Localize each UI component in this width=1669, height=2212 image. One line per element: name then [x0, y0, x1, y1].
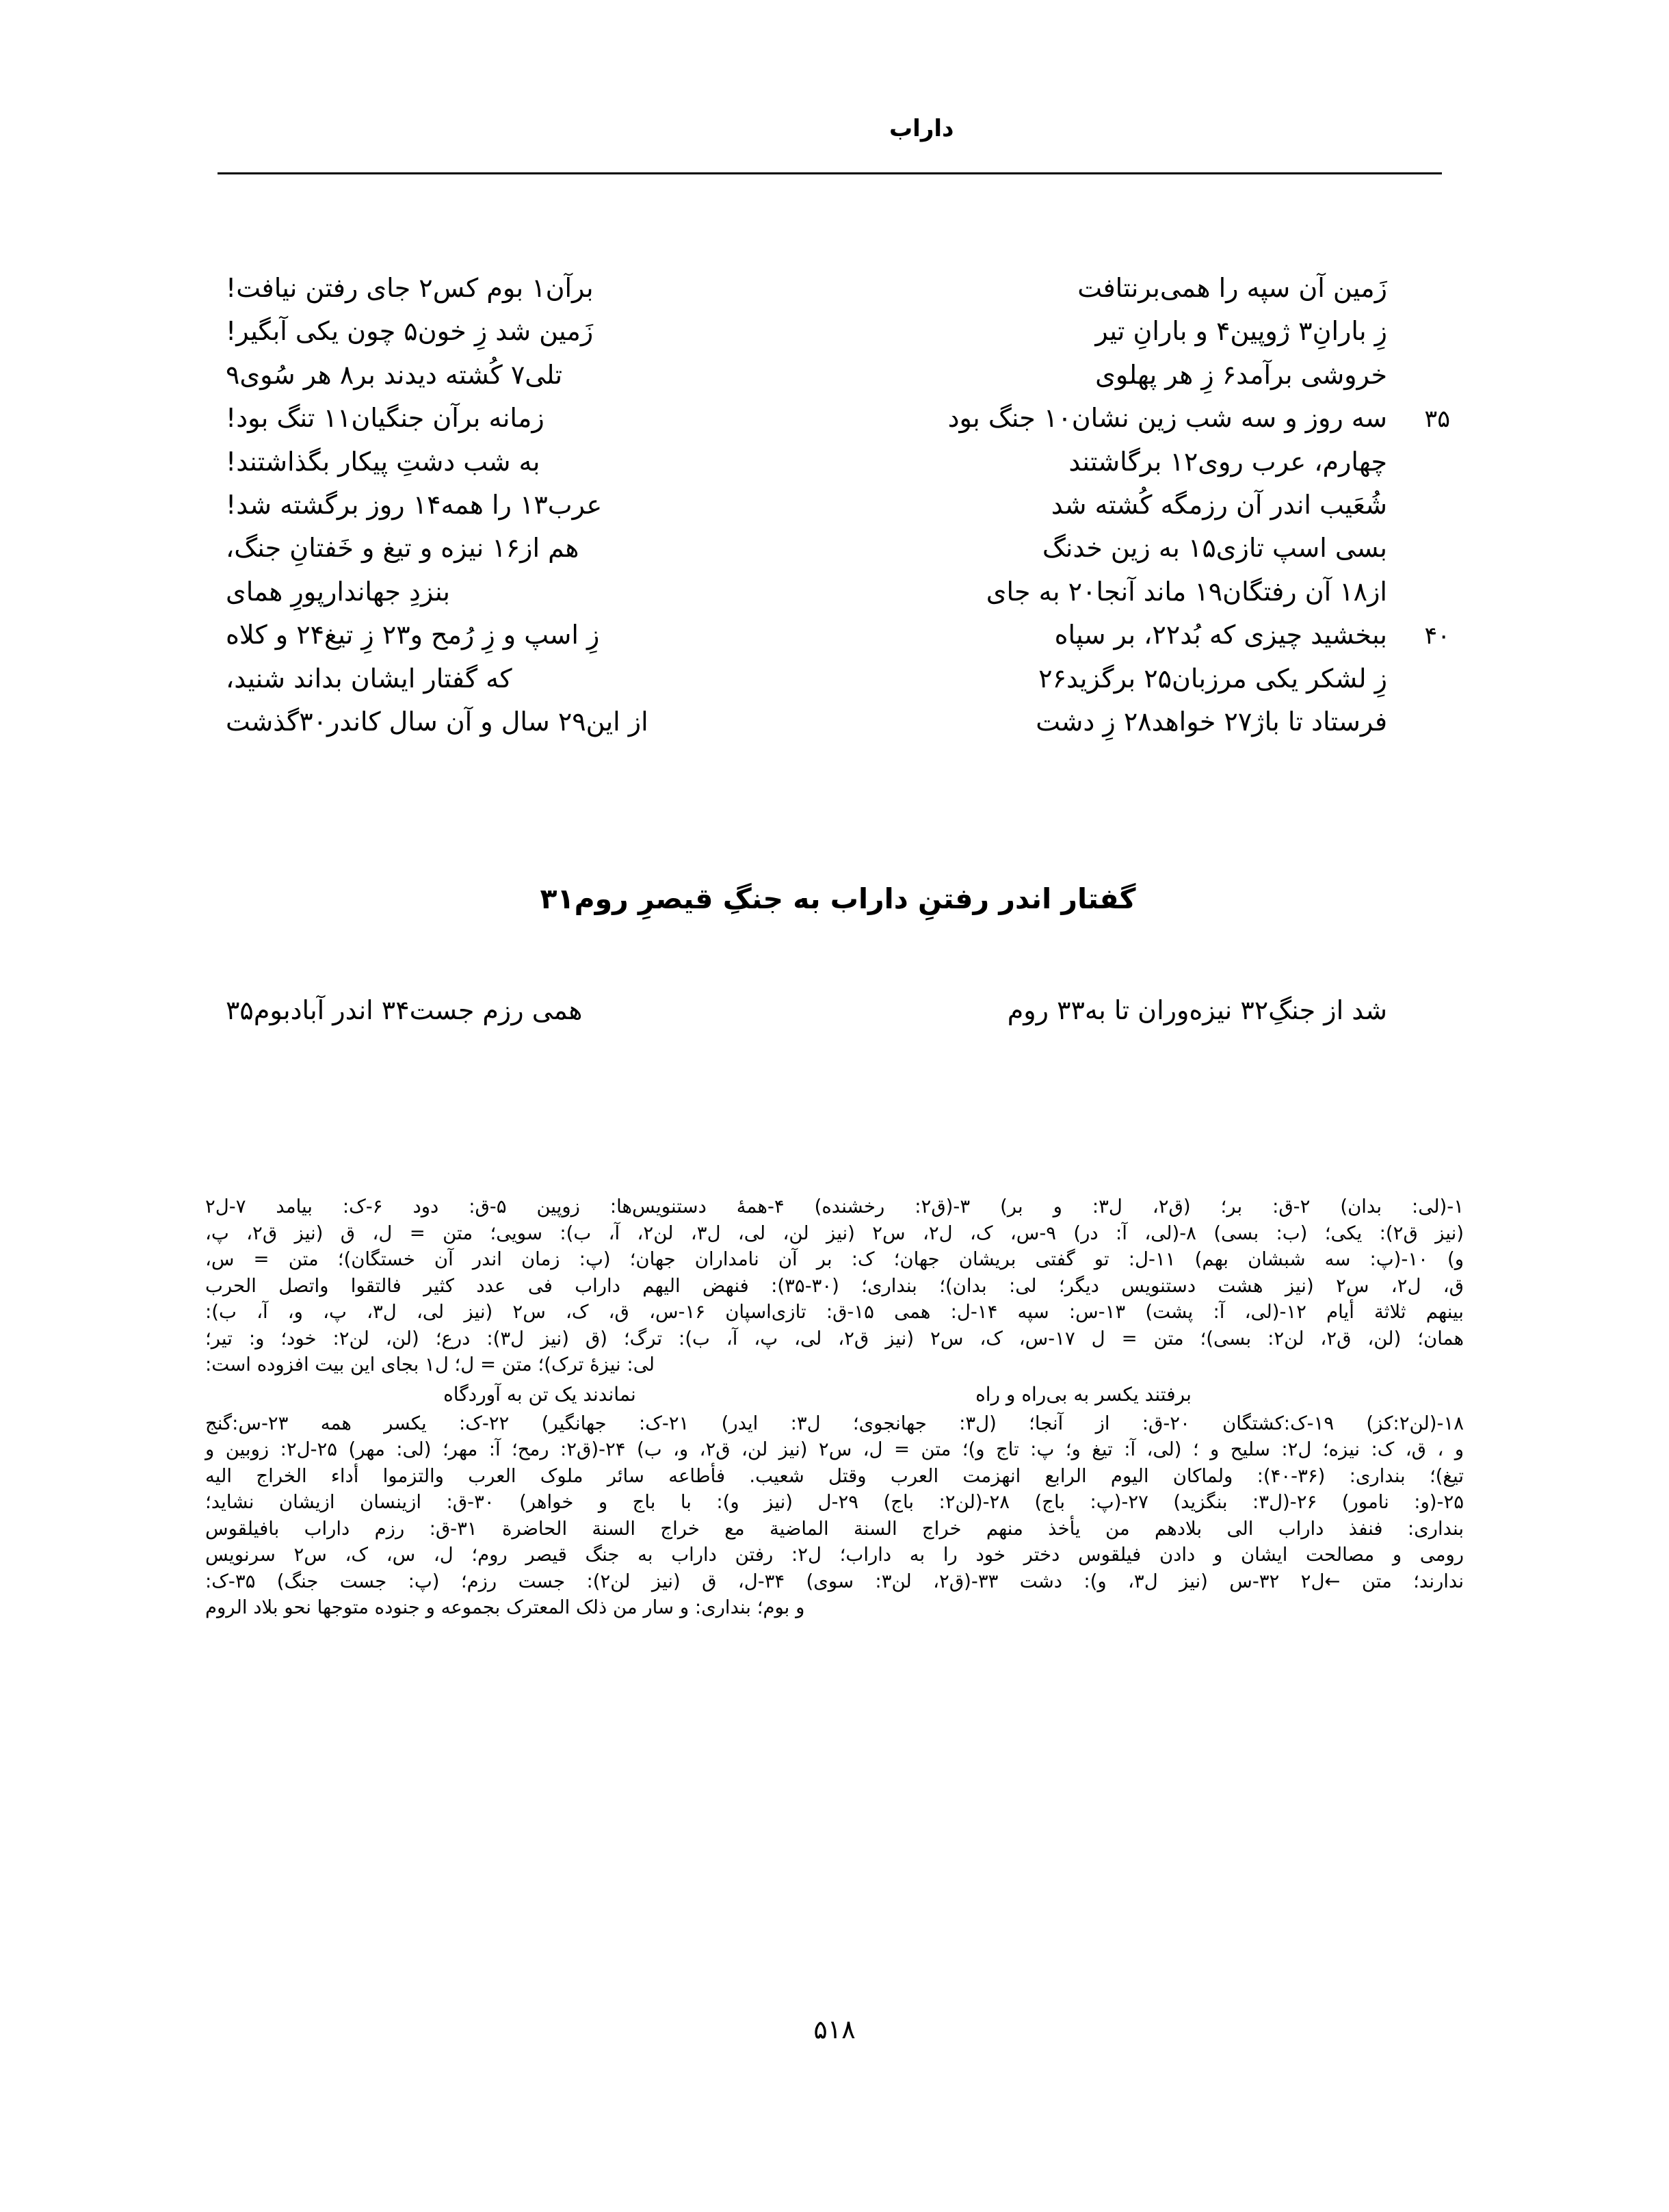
footnote-line: (نیز ق۲): یکی؛ (ب: بسی) ۸-(لی، آ: در) ۹-س، ک، ل۲، س۲ (نیز لن، لی، ل۳، لن۲، آ، ب): سویی؛ متن = ل، ق (نیز ق۲، پ،: [205, 1222, 1464, 1244]
hemistich-left: هم از۱۶ نیزه و تیغ و خَفتانِ جنگ،: [226, 533, 579, 564]
hemistich-pair: [226, 706, 1387, 737]
verse-number: [1387, 339, 1450, 340]
verse-number: [1387, 382, 1450, 384]
hemistich-left: بنزدِ جهاندارپورِ همای: [226, 576, 450, 607]
footnote-line: و بوم؛ بنداری: و سار من ذلک المعترک بجموعه و جنوده متوجها نحو بلاد الروم: [205, 1596, 805, 1619]
section-heading: گفتار اندر رفتنِ داراب به جنگِ قیصرِ روم۳۱: [540, 882, 1136, 915]
hemistich-left: از این۲۹ سال و آن سال کاندر۳۰گذشت: [226, 707, 648, 737]
hemistich-left: برآن۱ بوم کس۲ جای رفتن نیافت!: [226, 273, 594, 303]
verse-block: [226, 272, 1450, 750]
verse-row: [226, 359, 1450, 391]
footnote-line: رومی و مصالحت ایشان و دادن فیلقوس دختر خود را به داراب؛ ل۲: رفتن داراب به جنگ قیصر روم؛ ل، س، ک، س۲ سرنویس: [205, 1544, 1464, 1566]
header-rule: [218, 172, 1442, 174]
verse-row: [226, 446, 1450, 477]
hemistich-left: عرب۱۳ را همه۱۴ روز برگشته شد!: [226, 490, 603, 521]
hemistich-right: شُعَیب اندر آن رزمگه کُشته شد: [1051, 490, 1387, 521]
verse-row: [226, 402, 1450, 434]
hemistich-pair: [226, 359, 1387, 391]
footnote-inset-verse: [205, 1381, 1464, 1408]
hemistich-right: شد از جنگِ۳۲ نیزه‌وران تا به۳۳ روم: [1007, 995, 1387, 1025]
hemistich-pair: [226, 402, 1387, 434]
hemistich-pair: [226, 489, 1387, 521]
hemistich-pair: [226, 272, 1387, 304]
hemistich-left: زمانه برآن جنگیان۱۱ تنگ بود!: [226, 403, 544, 434]
verse-number: ۴۰: [1424, 622, 1450, 650]
verse-number: ۳۵: [1424, 406, 1450, 434]
footnote-line: بینهم ثلاثة أیام ۱۲-(لی، آ: پشت) ۱۳-س: سپه ۱۴-ل: همی ۱۵-ق: تازی‌اسپان ۱۶-س، ق، ک، س۲ (نیز لی، ل۳، پ، و، آ، ب):: [205, 1301, 1464, 1323]
verse-number: [1387, 295, 1450, 297]
footnote-line: ۱۸-(لن۲:کز) ۱۹-ک:کشتگان ۲۰-ق: از آنجا؛ (ل۳: جهانجوی؛ ل۳: ایدر) ۲۱-ک: جهانگیر) ۲۲-ک: یکسر همه ۲۳-س:گنج: [205, 1412, 1464, 1434]
verse-row: [226, 576, 1450, 607]
hemistich-left: تلی۷ کُشته دیدند بر۸ هر سُوی۹: [226, 359, 563, 390]
hemistich-right: چهارم، عرب روی۱۲ برگاشتند: [1068, 446, 1387, 477]
verse-row: [226, 272, 1450, 304]
hemistich-right: زَمین آن سپه را همی‌برنتافت: [1077, 273, 1387, 303]
hemistich-right: زِ لشکر یکی مرزبان۲۵ برگزید۲۶: [1038, 663, 1387, 694]
hemistich-left: همی رزم جست۳۴ اندر آبادبوم۳۵: [226, 995, 583, 1025]
verse-number: [1387, 686, 1450, 687]
verse-number: [1387, 599, 1450, 601]
footnote-line: ندارند؛ متن ←ل۲ ۳۲-س (نیز ل۳، و): دشت ۳۳-(ق۲، لن۳: سوی) ۳۴-ل، ق (نیز لن۲): جست رزم؛ (پ: جست جنگ) ۳۵-ک:: [205, 1570, 1464, 1592]
verse-row: [226, 489, 1450, 521]
verse-row: [226, 619, 1450, 651]
hemistich-pair: [226, 663, 1387, 694]
verse-number: [1387, 729, 1450, 730]
verse-number: [1387, 555, 1450, 557]
running-head-text: داراب: [889, 115, 954, 142]
hemistich-right: خروشی برآمد۶ زِ هر پهلوی: [1095, 359, 1387, 390]
hemistich-right: برفتند یکسر به بی‌راه و راه: [975, 1382, 1192, 1406]
hemistich-pair: [226, 315, 1387, 347]
verse-number: [1387, 512, 1450, 514]
footnote-line: لی: نیزهٔ ترک)؛ متن = ل؛ ل۱ بجای این بیت افزوده است:: [205, 1354, 655, 1375]
hemistich-pair: [274, 1381, 1361, 1408]
hemistich-pair: [226, 995, 1387, 1025]
footnote-line: همان؛ (لن، ق۲، لن۲: بسی)؛ متن = ل ۱۷-س، ک، س۲ (نیز ق۲، لی، پ، آ، ب): ترگ؛ (ق (نیز ل۳): درع؛ (لن، لن۲: خود؛ و: تیر؛: [205, 1327, 1464, 1349]
hemistich-left: که گفتار ایشان بداند شنید،: [226, 663, 512, 694]
hemistich-right: فرستاد تا باژ۲۷ خواهد۲۸ زِ دشت: [1036, 707, 1387, 737]
verse-row: [226, 532, 1450, 564]
hemistich-left: نماندند یک تن به آوردگاه: [443, 1382, 636, 1406]
footnote-line: بنداری: فنفذ داراب الی بلادهم من یأخذ منهم خراج السنة الماضیة مع خراج السنة الحاضرة ۳۱-ق: رزم داراب بافیلقوس: [205, 1517, 1464, 1540]
hemistich-right: از۱۸ آن رفتگان۱۹ ماند آنجا۲۰ به جای: [986, 576, 1387, 607]
hemistich-right: سه روز و سه شب زین نشان۱۰ جنگ بود: [947, 403, 1387, 434]
page-number: ۵۱۸: [813, 2014, 856, 2044]
footnote-apparatus: [205, 1194, 1464, 1621]
footnote-line: ۱-(لی: بدان) ۲-ق: بر؛ (ق۲، ل۳: و بر) ۳-(ق۲: رخشنده) ۴-همهٔ دستنویس‌ها: زوپین ۵-ق: دود ۶-ک: بیامد ۷-ل۲: [205, 1196, 1464, 1217]
hemistich-right: زِ بارانِ۳ ژوپین۴ و بارانِ تیر: [1095, 316, 1387, 347]
hemistich-pair: [226, 619, 1387, 650]
footnote-line: تیغ)؛ بنداری: (۳۶-۴۰): ولماکان الیوم الرابع انهزمت العرب وقتل شعیب. فأطاعه سائر ملوک العرب والتزموا أداء الخراج الیه: [205, 1464, 1464, 1487]
heading-verse-row: [226, 995, 1450, 1025]
verse-number: [1387, 995, 1450, 1025]
hemistich-left: زَمین شد زِ خون۵ چون یکی آبگیر!: [226, 316, 594, 347]
hemistich-left: زِ اسپ و زِ رُمح و۲۳ زِ تیغ۲۴ و کلاه: [226, 620, 600, 650]
verse-row: [226, 663, 1450, 694]
hemistich-right: ببخشید چیزی که بُد۲۲، بر سپاه: [1054, 620, 1387, 650]
hemistich-right: بسی اسپ تازی۱۵ به زین خدنگ: [1042, 533, 1387, 564]
footnote-line: و) ۱۰-(پ: سه شبشان بهم) ۱۱-ل: تو گفتی بریشان جهان؛ ک: بر آن نامداران جهان؛ (پ: زمان اندر آن خستگان)؛ متن = س،: [205, 1248, 1464, 1270]
verse-row: [226, 706, 1450, 737]
hemistich-left: به شب دشتِ پیکار بگذاشتند!: [226, 446, 540, 477]
footnote-line: ۲۵-(و: نامور) ۲۶-(ل۳: بنگزید) ۲۷-(پ: باج) ۲۸-(لن۲: باج) ۲۹-ل (نیز و): با باج و خواهر) ۳۰-ق: ازینسان ازیشان نشاید؛: [205, 1491, 1464, 1514]
hemistich-pair: [226, 446, 1387, 477]
verse-row: [226, 315, 1450, 347]
verse-number: [1387, 469, 1450, 471]
footnote-line: ق، ل۲، س۲ (نیز هشت دستنویس دیگر؛ لی: بدان)؛ بنداری؛ (۳۰-۳۵): فنهض الیهم داراب فی عدد کثیر فالتقوا واتصل الحرب: [205, 1274, 1464, 1297]
hemistich-pair: [226, 532, 1387, 564]
hemistich-pair: [226, 576, 1387, 607]
running-head: [219, 115, 1457, 142]
footnote-line: و ، ق، ک: نیزه؛ ل۲: سلیح و ؛ (لی، آ: تیغ و؛ پ: تاج و)؛ متن = ل، س۲ (نیز لن، ق۲، و، ب) ۲۴-(ق۲: رمح؛ آ: مهر؛ (لی: مهر) ۲۵-ل۲: زوبین و: [205, 1438, 1464, 1461]
